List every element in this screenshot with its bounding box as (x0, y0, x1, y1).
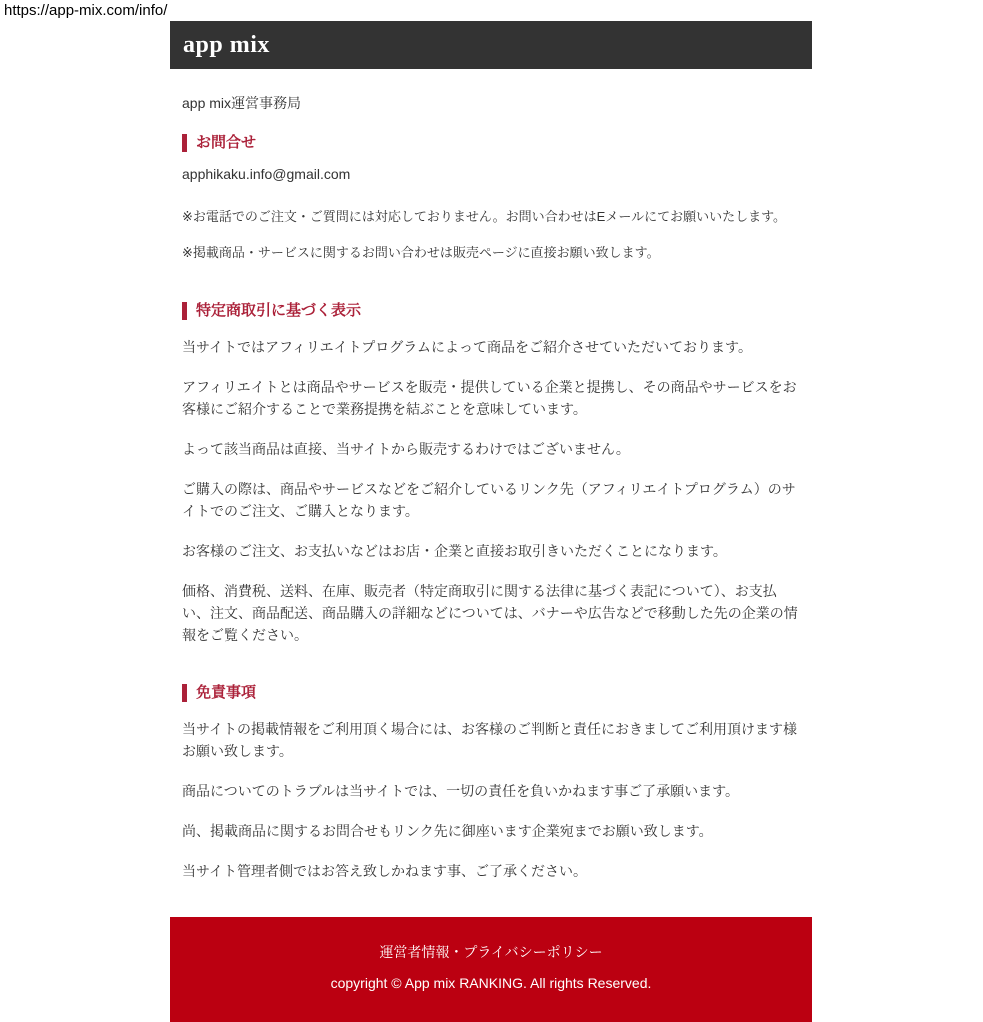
commerce-paragraph: よって該当商品は直接、当サイトから販売するわけではございません。 (182, 441, 630, 457)
site-title: app mix (183, 31, 270, 58)
commerce-paragraph: お客様のご注文、お支払いなどはお店・企業と直接お取引きいただくことになります。 (182, 543, 727, 559)
page-url-text: https://app-mix.com/info/ (4, 2, 168, 19)
disclaimer-paragraph: 当サイト管理者側ではお答え致しかねます事、ご了承ください。 (182, 863, 588, 879)
copyright-text: copyright © App mix RANKING. All rights Reserved. (330, 975, 652, 991)
operator-name: app mix運営事務局 (182, 95, 302, 111)
commerce-paragraph: 当サイトではアフィリエイトプログラムによって商品をご紹介させていただいております。 (182, 339, 752, 355)
site-header (170, 21, 812, 69)
contact-note-products: ※掲載商品・サービスに関するお問い合わせは販売ページに直接お願い致します。 (182, 245, 660, 260)
disclaimer-paragraph: 当サイトの掲載情報をご利用頂く場合には、お客様のご判断と責任におきましてご利用頂けます様お願い致します。 (182, 721, 798, 759)
contact-email: apphikaku.info@gmail.com (182, 166, 351, 182)
commerce-paragraph: 価格、消費税、送料、在庫、販売者（特定商取引に関する法律に基づく表記について）、お支払い、注文、商品配送、商品購入の詳細などについては、バナーや広告などで移動した先の企業の情報をご覧ください。 (182, 583, 798, 643)
page-content (170, 95, 812, 882)
site-footer (170, 917, 812, 1022)
privacy-policy-link[interactable]: 運営者情報・プライバシーポリシー (379, 944, 603, 960)
section-heading-disclaimer: 免責事項 (182, 684, 800, 702)
commerce-paragraph: アフィリエイトとは商品やサービスを販売・提供している企業と提携し、その商品やサービスをお客様にご紹介することで業務提携を結ぶことを意味しています。 (182, 379, 797, 417)
disclaimer-paragraph: 尚、掲載商品に関するお問合せもリンク先に御座います企業宛までお願い致します。 (182, 823, 713, 839)
disclaimer-paragraph: 商品についてのトラブルは当サイトでは、一切の責任を負いかねます事ご了承願います。 (182, 783, 740, 799)
contact-note-phone: ※お電話でのご注文・ご質問には対応しておりません。お問い合わせはEメールにてお願いいたします。 (182, 209, 787, 224)
commerce-paragraph: ご購入の際は、商品やサービスなどをご紹介しているリンク先（アフィリエイトプログラム）のサイトでのご注文、ご購入となります。 (182, 481, 796, 519)
section-heading-commerce-law: 特定商取引に基づく表示 (182, 302, 800, 320)
section-heading-contact: お問合せ (182, 134, 800, 152)
main-column (170, 21, 812, 1022)
